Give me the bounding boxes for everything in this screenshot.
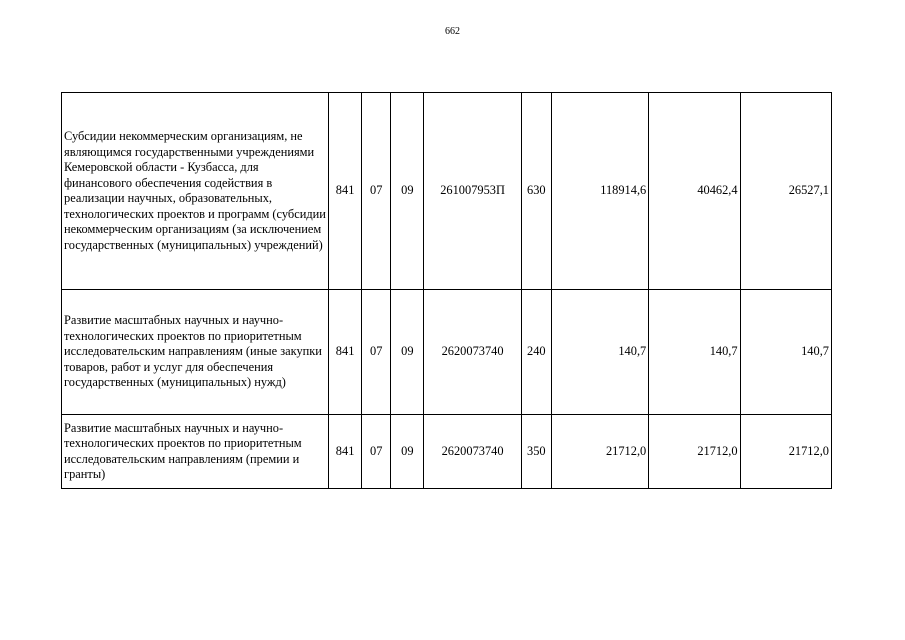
target-article-code: 2620073740 [424,290,521,415]
amount-2: 140,7 [649,290,740,415]
target-article-code: 261007953П [424,93,521,290]
page-number: 662 [445,26,460,37]
amount-1: 21712,0 [551,415,648,489]
subsection-code: 09 [391,93,424,290]
department-code: 841 [329,290,362,415]
amount-1: 118914,6 [551,93,648,290]
budget-table [61,92,832,489]
section-code: 07 [362,93,391,290]
amount-1: 140,7 [551,290,648,415]
section-code: 07 [362,290,391,415]
table-row [62,93,832,290]
subsection-code: 09 [391,290,424,415]
subsection-code: 09 [391,415,424,489]
expense-type-code: 350 [521,415,551,489]
section-code: 07 [362,415,391,489]
amount-3: 21712,0 [740,415,831,489]
table-row [62,415,832,489]
department-code: 841 [329,93,362,290]
target-article-code: 2620073740 [424,415,521,489]
amount-3: 26527,1 [740,93,831,290]
amount-3: 140,7 [740,290,831,415]
row-description: Развитие масштабных научных и научно-технологических проектов по приоритетным исследовательским направлениям (премии и гранты) [62,415,329,489]
row-description: Развитие масштабных научных и научно-технологических проектов по приоритетным исследовательским направлениям (иные закупки товаров, работ и услуг для обеспечения государственных (муниципальных) нужд) [62,290,329,415]
table-row [62,290,832,415]
expense-type-code: 240 [521,290,551,415]
row-description: Субсидии некоммерческим организациям, не являющимся государственными учреждениями Кемеровской области - Кузбасса, для финансового обеспечения содействия в реализации научных, образовательных, технологических проектов и программ (субсидии некоммерческим организациям (за исключением государственных (муниципальных) учреждений) [62,93,329,290]
amount-2: 21712,0 [649,415,740,489]
department-code: 841 [329,415,362,489]
amount-2: 40462,4 [649,93,740,290]
expense-type-code: 630 [521,93,551,290]
